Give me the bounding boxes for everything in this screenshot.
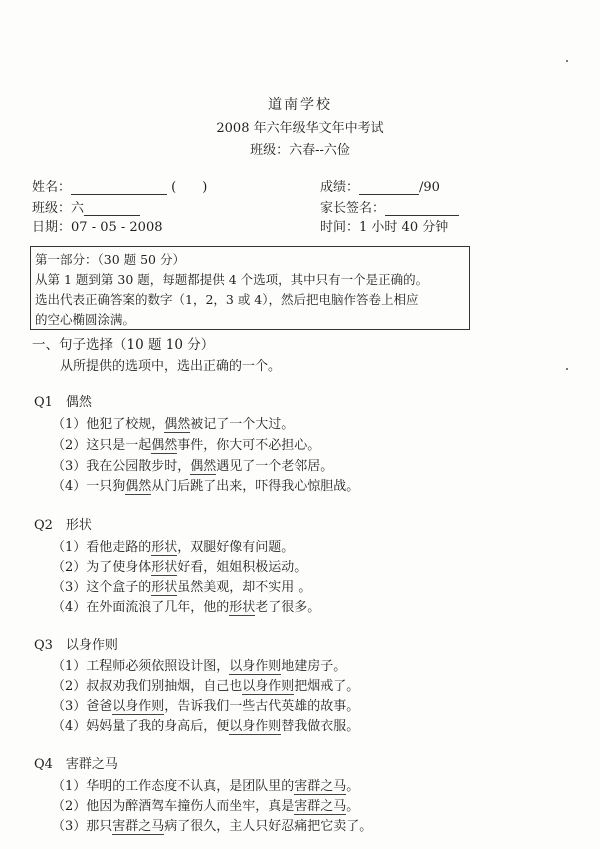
scan-speck (566, 60, 568, 62)
name-field (32, 176, 207, 195)
date-value: 07 - 05 - 2008 (71, 220, 163, 235)
class-label: 班级： (32, 201, 72, 216)
score-field (320, 176, 440, 195)
time-field (320, 216, 448, 235)
class-field (32, 197, 140, 216)
answer-option[interactable]: （3）那只害群之马病了很久，主人只好忍痛把它卖了。 (52, 819, 373, 834)
answer-option[interactable]: （2）他因为醉酒驾车撞伤人而坐牢，真是害群之马。 (52, 799, 360, 814)
part1-instruction-line: 的空心椭圆涂满。 (35, 312, 136, 327)
question-label: Q2 形状 (34, 518, 92, 533)
time-label: 时间： (320, 220, 360, 235)
section1-instruction: 从所提供的选项中，选出正确的一个。 (60, 359, 282, 374)
question-label: Q1 偶然 (34, 395, 92, 410)
parent-blank[interactable] (385, 202, 459, 216)
answer-option[interactable]: （4）妈妈量了我的身高后，便以身作则替我做衣服。 (52, 719, 360, 734)
question-label: Q3 以身作则 (34, 638, 118, 653)
name-label: 姓名： (32, 180, 72, 195)
part1-box (30, 246, 470, 330)
name-paren: ( ) (171, 180, 208, 195)
answer-option[interactable]: （3）我在公园散步时，偶然遇见了一个老邻居。 (52, 459, 334, 474)
parent-signature-field (320, 197, 459, 216)
answer-option[interactable]: （4）在外面流浪了几年，他的形状老了很多。 (52, 600, 321, 615)
part1-instruction-line: 从第 1 题到第 30 题，每题都提供 4 个选项，其中只有一个是正确的。 (35, 272, 429, 287)
name-blank[interactable] (71, 181, 167, 195)
answer-option[interactable]: （3）爸爸以身作则，告诉我们一些古代英雄的故事。 (52, 699, 360, 714)
answer-option[interactable]: （2）这只是一起偶然事件，你大可不必担心。 (52, 438, 321, 453)
answer-option[interactable]: （1）他犯了校规，偶然被记了一个大过。 (52, 417, 295, 432)
answer-option[interactable]: （2）叔叔劝我们别抽烟，自己也以身作则把烟戒了。 (52, 679, 360, 694)
part1-instruction-line: 选出代表正确答案的数字（1，2，3 或 4），然后把电脑作答卷上相应 (35, 292, 419, 307)
answer-option[interactable]: （1）华明的工作态度不认真，是团队里的害群之马。 (52, 779, 360, 794)
score-blank[interactable] (359, 181, 419, 195)
parent-label: 家长签名： (320, 201, 386, 216)
date-label: 日期： (32, 220, 72, 235)
score-total: /90 (419, 180, 440, 195)
school-name: 道南学校 (268, 97, 332, 113)
answer-option[interactable]: （3）这个盒子的形状虽然美观，却不实用 。 (52, 580, 312, 595)
class-range: 班级：六春--六俭 (250, 143, 350, 158)
part1-title: 第一部分：（30 题 50 分） (35, 252, 185, 267)
score-label: 成绩： (320, 180, 360, 195)
exam-title: 2008 年六年级华文年中考试 (216, 121, 384, 136)
answer-option[interactable]: （4）一只狗偶然从门后跳了出来，吓得我心惊胆战。 (52, 479, 360, 494)
scan-speck (566, 368, 568, 370)
answer-option[interactable]: （2）为了使身体形状好看，姐姐积极运动。 (52, 560, 308, 575)
answer-option[interactable]: （1）看他走路的形状，双腿好像有问题。 (52, 540, 295, 555)
class-blank[interactable] (84, 202, 140, 216)
class-value: 六 (71, 201, 85, 216)
section1-title: 一、句子选择（10 题 10 分） (32, 337, 215, 353)
question-label: Q4 害群之马 (34, 757, 118, 772)
answer-option[interactable]: （1）工程师必须依照设计图，以身作则地建房子。 (52, 659, 347, 674)
time-value: 1 小时 40 分钟 (359, 220, 449, 235)
date-field (32, 216, 163, 235)
